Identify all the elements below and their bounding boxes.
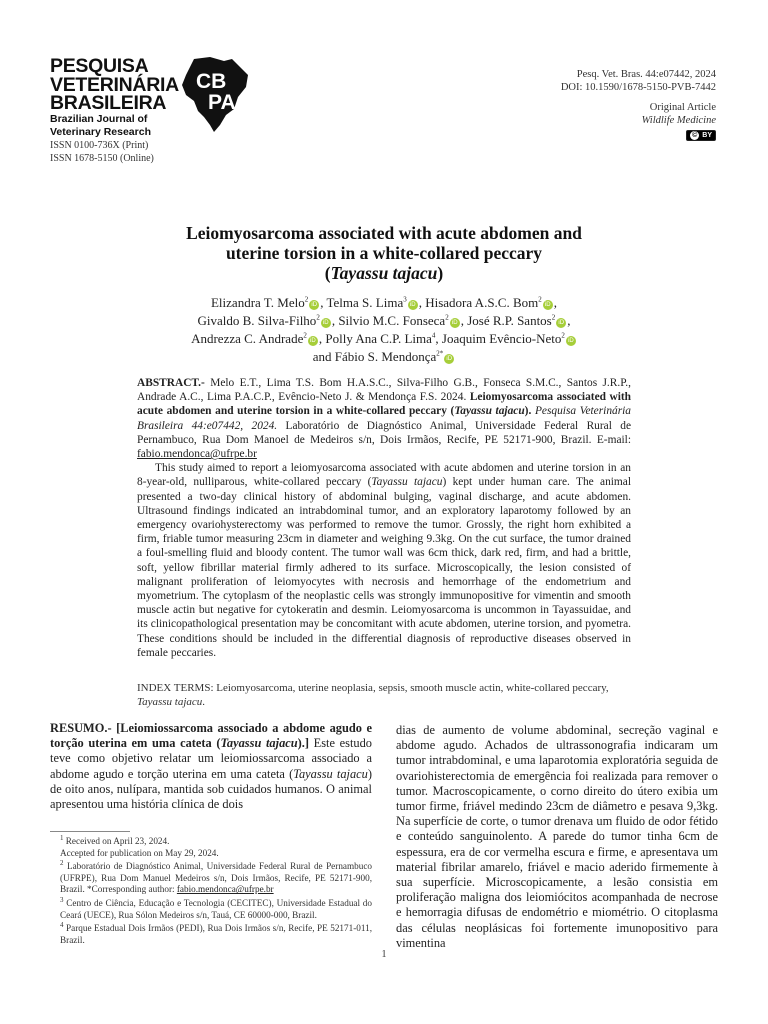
journal-name xyxy=(50,57,179,113)
index-terms: INDEX TERMS: Leiomyosarcoma, uterine neoplasia, sepsis, smooth muscle actin, white-collared peccary, Tayassu tajacu. xyxy=(137,682,609,708)
journal-subtitle xyxy=(50,113,151,138)
cc-icon: © xyxy=(692,132,698,139)
abstract xyxy=(137,376,631,660)
orcid-icon[interactable]: iD xyxy=(450,318,460,328)
journal-name-line-3: BRASILEIRA xyxy=(50,92,167,114)
orcid-icon[interactable]: iD xyxy=(308,336,318,346)
footnote-divider xyxy=(50,831,130,832)
page-number: 1 xyxy=(381,949,387,960)
issn-print: ISSN 0100-736X (Print) xyxy=(50,140,149,151)
footnote-affiliation-4: $^4$ Parque Estadual Dois Irmãos (PEDI), Rua Dois Irmãos s/n, Recife, PE 52171-011, Brazil. xyxy=(60,921,373,945)
orcid-icon[interactable]: iD xyxy=(321,318,331,328)
abstract-body: This study aimed to report a leiomyosarcoma associated with acute abdomen and uterine torsion in an 8-year-old, nulliparous, white-collared peccary (Tayassu tajacu) kept under human care. The animal presented a two-day clinical history of abdominal bulging, vaginal discharge, and acute abdomen. Ultrasound findings indicated an intrabdominal tumor, and an exploratory laparotomy followed by an emergency ovariohysterectomy was performed to remove the tumor. Grossly, the right horn exhibited a firm, friable tumor measuring 23cm in diameter and weighing 9.3kg. On the cut surface, the tumor drained a foul-smelling fluid and bloody content. The tumor wall was 6cm thick, dark red, firm, and had a brittle, soft, yellow fibrillar material firmly adhered to its surface. Microscopically, the lesion consisted of malignant proliferation of leiomyocytes with necrosis and hemorrhage of the endometrium and myometrium. The cytoplasm of the neoplastic cells was strongly immunopositive for vimentin and smooth muscle actin but negative for cytokeratin and desmin. Leiomyosarcoma is uncommon in Tayassuidae, and its clinicopathological presentation may be concomitant with acute abdomen, uterine torsion, and pyometra. These conditions should be included in the differential diagnosis of reproductive diseases observed in female peccaries. xyxy=(137,462,632,659)
cc-license-label: BY xyxy=(702,132,712,139)
corresponding-email-link[interactable]: fabio.mendonca@ufrpe.br xyxy=(137,448,257,461)
journal-subtitle-line-1: Brazilian Journal of xyxy=(50,113,148,125)
footnote-email-link[interactable]: fabio.mendonca@ufrpe.br xyxy=(176,884,274,895)
cc-license-badge[interactable] xyxy=(561,127,716,141)
orcid-icon[interactable]: iD xyxy=(566,336,576,346)
title-line-1: Leiomyosarcoma associated with acute abdomen and xyxy=(186,223,582,243)
footnote-affiliation-2: $^2$ Laboratório de Diagnóstico Animal, Universidade Federal Rural de Pernambuco (UFRPE), Rua Dom Manuel Medeiros s/n, Dois Irmãos, Recife, PE 52171-900, Brazil. *Corresponding author: fabio.mendonca@ufrpe.br xyxy=(60,859,373,895)
journal-name-line-1: PESQUISA xyxy=(50,55,149,77)
author-line-3: Andrezza C. Andrade$^2$iD , Polly Ana C.P. Lima$^4$, Joaquim Evêncio-Neto$^2$iD xyxy=(90,330,678,348)
logo-text-pa: PA xyxy=(208,91,236,114)
orcid-icon[interactable]: iD xyxy=(309,300,319,310)
orcid-icon[interactable]: iD xyxy=(543,300,553,310)
citation-line: Pesq. Vet. Bras. 44:e07442, 2024 xyxy=(576,69,716,80)
article-section: Wildlife Medicine xyxy=(641,115,716,126)
issn-online: ISSN 1678-5150 (Online) xyxy=(50,152,154,164)
cbpa-brazil-map-logo xyxy=(180,55,250,133)
logo-text-cb: CB xyxy=(196,70,227,93)
author-line-2: Givaldo B. Silva-Filho$^2$iD , Silvio M.C. Fonseca$^2$iD , José R.P. Santos$^2$iD , xyxy=(197,313,571,328)
footnote-affiliation-3: $^3$ Centro de Ciência, Educação e Tecnologia (CECITEC), Universidade Estadual do Ceará (UECE), Rua Sólon Medeiros s/n, Tauá, CE 60000-000, Brazil. xyxy=(60,895,372,920)
article-title xyxy=(90,223,678,283)
orcid-icon[interactable]: iD xyxy=(556,318,566,328)
journal-name-line-2: VETERINÁRIA xyxy=(50,73,179,96)
doi-line[interactable]: DOI: 10.1590/1678-5150-PVB-7442 xyxy=(560,82,716,93)
title-line-3: (Tayassu tajacu) xyxy=(324,263,444,283)
title-line-2: uterine torsion in a white-collared peccary xyxy=(225,243,543,263)
issn-block xyxy=(50,140,154,165)
author-list xyxy=(90,294,678,366)
footnotes xyxy=(50,833,373,948)
journal-subtitle-line-2: Veterinary Research xyxy=(50,125,151,138)
abstract-citation: ABSTRACT.- Melo E.T., Lima T.S. Bom H.A.S.C., Silva-Filho G.B., Fonseca S.M.C., Santos J.R.P., Andrade A.C., Lima P.A.C.P., Evêncio-Neto J. & Mendonça F.S. 2024. Leiomyosarcoma associated with acute abdomen and uterine torsion in a white-collared peccary (Tayassu tajacu). Pesquisa Veterinária Brasileira 44:e07442, 2024. Laboratório de Diagnóstico Animal, Universidade Federal Rural de Pernambuco, Rua Dom Manoel de Medeiros s/n, Dois Irmãos, Recife, PE 52171-900, Brazil. E-mail: fabio.mendonca@ufrpe.br xyxy=(137,377,632,461)
orcid-icon[interactable]: iD xyxy=(444,354,454,364)
author-line-4: and Fábio S. Mendonça$^{2*}$iD xyxy=(90,348,678,366)
article-meta xyxy=(561,68,716,141)
orcid-icon[interactable]: iD xyxy=(408,300,418,310)
resumo-left-column: RESUMO.- [Leiomiossarcoma associado a abdome agudo e torção uterina em uma cateta (Tayassu tajacu).] Este estudo teve como objetivo relatar um leiomiossarcoma associado a abdome agudo e torção uterina em uma cateta (Tayassu tajacu) de oito anos, nulípara, mantida sob cuidados humanos. O animal apresentou uma história clínica de dois xyxy=(50,721,373,812)
footnote-received: $^1$ Received on April 23, 2024. Accepted for publication on May 29, 2024. xyxy=(60,833,219,858)
resumo-right-column: dias de aumento de volume abdominal, secreção vaginal e abdome agudo. Achados de ultrassonografia indicaram um tumor intrabdominal, e uma laparotomia exploratória seguida de ovariohisterectomia de emergência foi realizada para remover o tumor. Macroscopicamente, o corno direito do útero exibia um tumor firme, friável medindo 23cm de diâmetro e pesava 9,3kg. Na superfície de corte, o tumor drenava um fluido de odor fétido e conteúdo sanguinolento. A parede do tumor tinha 6cm de espessura, era de cor vermelha escura e firme, e apresentava um material fibrilar amarelo, friável e macio aderido firmemente à sua superfície. Microscopicamente, a lesão consistia em proliferação maligna dos leiomiócitos acompanhada de necrose e hemorragia difusas de endométrio e miométrio. O citoplasma das células neoplásicas foi fortemente imunopositivo para vimentina xyxy=(396,723,718,950)
author-line-1: Elizandra T. Melo$^2$iD , Telma S. Lima$^3$iD , Hisadora A.S.C. Bom$^2$iD , xyxy=(210,295,558,310)
article-type: Original Article xyxy=(649,102,716,113)
